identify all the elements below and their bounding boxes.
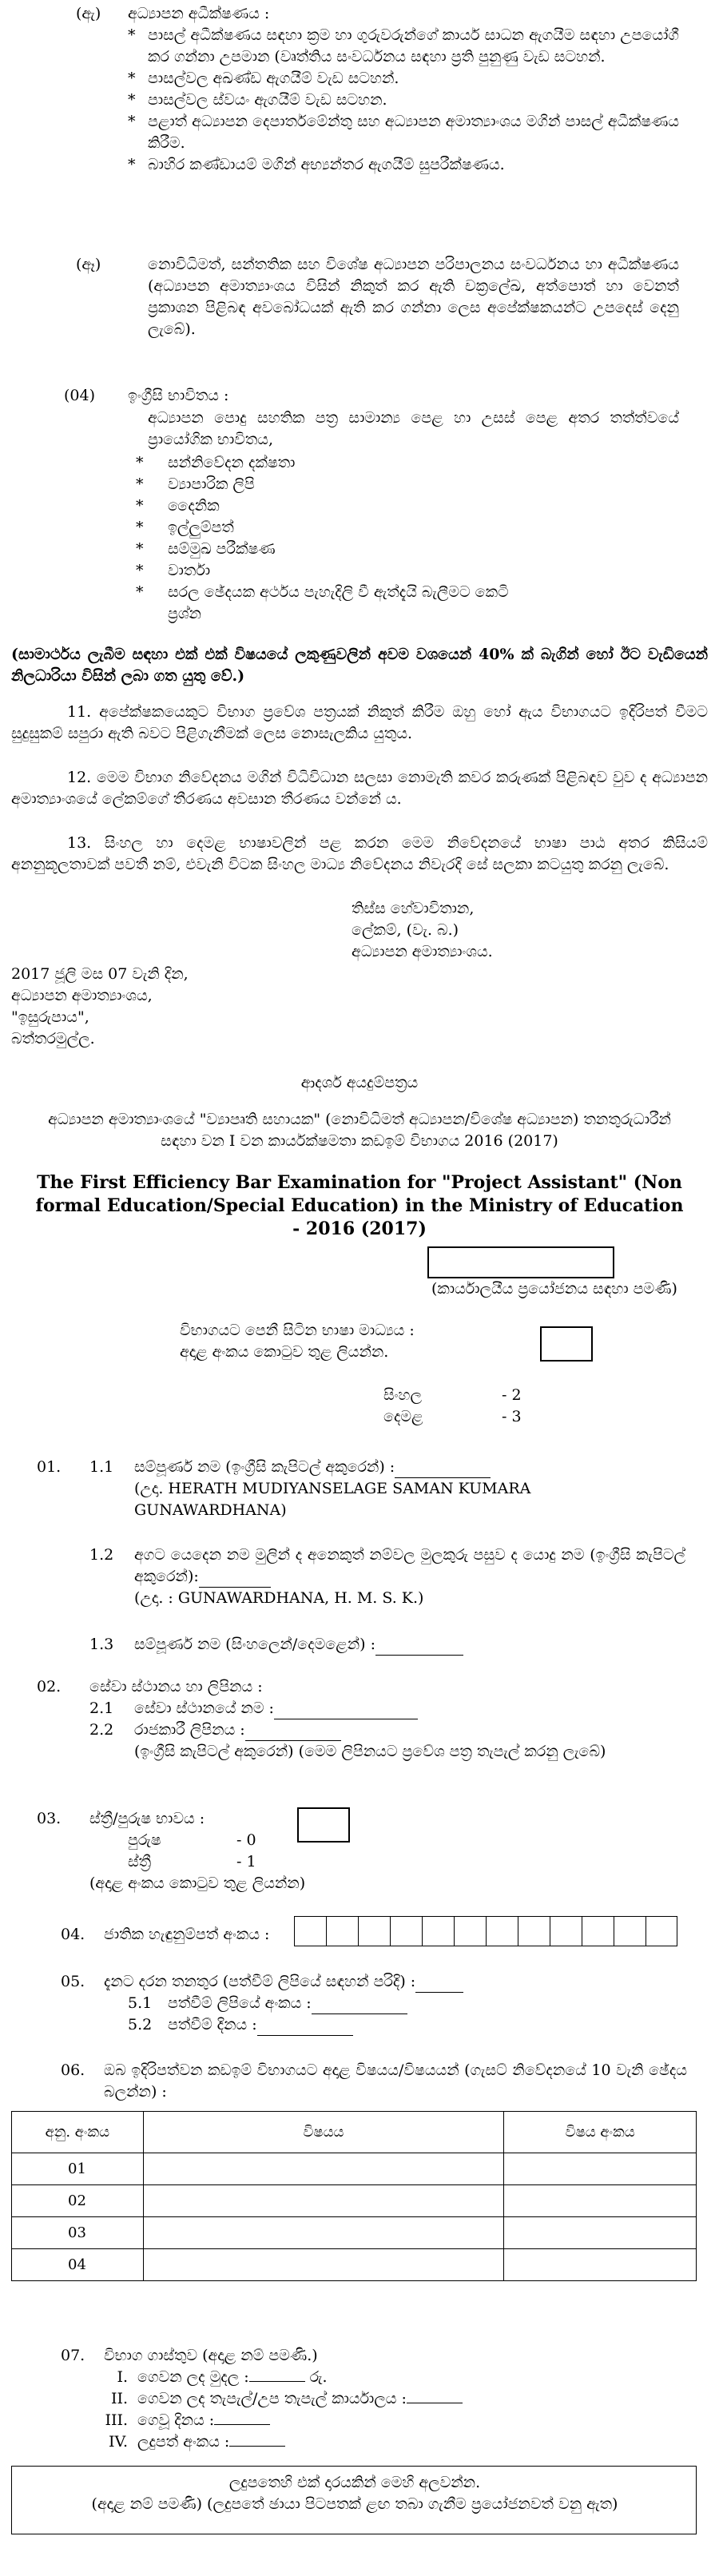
bullet-item: * පාසල්වල ස්වයං ඇගයීම් වැඩ සටහන. — [128, 91, 387, 109]
q04-label: ජාතික හැඳුනුම්පත් අංකය : — [104, 1926, 270, 1943]
receipt-number-field[interactable] — [229, 2431, 285, 2447]
post-office-field[interactable] — [407, 2388, 463, 2403]
nic-digit-box[interactable] — [454, 1916, 486, 1946]
nic-digit-box[interactable] — [358, 1916, 390, 1946]
row-number: 02 — [12, 2185, 144, 2217]
date-block — [11, 964, 331, 1050]
name-with-initials-field[interactable] — [199, 1572, 271, 1588]
q07-number: 07. — [61, 2347, 85, 2364]
q1-2-example: (උදා. : GUNAWARDHANA, H. M. S. K.) — [134, 1589, 424, 1607]
nic-digit-box[interactable] — [294, 1916, 326, 1946]
q2-2-note: (ඉංග්‍රීසි කැපිටල් අකුරෙන්) (මෙම ලිපිනයට ප්‍රවේශ පත්‍ර තැපැල් කරනු ලැබේ) — [134, 1743, 606, 1760]
section-ae-label: (ඇ) — [76, 5, 101, 22]
subject-cell[interactable] — [143, 2153, 504, 2185]
subject-cell[interactable] — [143, 2249, 504, 2281]
nic-digit-box[interactable] — [390, 1916, 422, 1946]
q1-3-number: 1.3 — [89, 1636, 114, 1653]
subject-cell[interactable] — [143, 2217, 504, 2249]
q02-label: සේවා ස්ථානය හා ලිපිනය : — [89, 1678, 263, 1695]
paid-date-field[interactable] — [214, 2410, 270, 2425]
q02-number: 02. — [37, 1678, 62, 1695]
q03-label: ස්ත්‍රී/පුරුෂ භාවය : — [89, 1810, 205, 1827]
medium-question-2: අදාළ අංකය කොටුව තුළ ලියන්න. — [180, 1343, 389, 1361]
bullet-item: * බාහිර කණ්ඩායම් මගින් අභ්‍යන්තර ඇගයීම් සුපරීක්ෂණය. — [128, 156, 505, 173]
nic-digit-box[interactable] — [518, 1916, 550, 1946]
table-row — [12, 2217, 697, 2249]
medium-tamil: දෙමළ — [383, 1408, 423, 1425]
q1-1-number: 1.1 — [89, 1458, 114, 1476]
nic-number-boxes[interactable] — [294, 1916, 677, 1948]
q1-3-label: සම්පූර්ණ නම (සිංහලෙන්/දෙමළෙන්) : — [134, 1634, 685, 1656]
table-row — [12, 2249, 697, 2281]
bullet-item: * පාසල්වල අඛණ්ඩ ඇගයීම් වැඩ සටහන්. — [128, 70, 399, 87]
q04-number: 04. — [61, 1926, 85, 1943]
subject-number-cell[interactable] — [504, 2185, 697, 2217]
bullet-item: * පාසල් අධීක්ෂණය සඳහා ක්‍රම හා ගුරුවරුන්ගේ කාර්ය සාධන ඇගයීම සඳහා උපයෝගී කර ගන්නා උපමාන (වෘත්තිය සංවර්ධනය සඳහා ප්‍රති පුනුණු වැඩ සටහන්. — [128, 26, 679, 66]
address-line: බත්තරමුල්ල. — [11, 1030, 95, 1047]
nic-digit-box[interactable] — [646, 1916, 677, 1946]
medium-code-box[interactable] — [540, 1326, 593, 1362]
q5-2-number: 5.2 — [128, 2016, 153, 2033]
bullet-item: * දෛනික — [136, 497, 220, 515]
table-header: විෂයය — [143, 2112, 504, 2153]
full-name-english-field[interactable] — [395, 1463, 491, 1478]
paragraph-11: 11. අපේක්ෂකයෙකුට විභාග ප්‍රවේශ පත්‍රයක් නිකුත් කිරීම ඔහු හෝ ඇය විභාගයට ඉදිරිපත් වීමට සුදුසුකම් සපුරා ඇති බවට පිළිගැනීමක් ලෙස නොසැලකිය යුතුය. — [11, 703, 708, 742]
address-line: අධ්‍යාපන අමාත්‍යාංශය, — [11, 987, 153, 1004]
nic-digit-box[interactable] — [550, 1916, 582, 1946]
gender-female-code: - 1 — [236, 1853, 256, 1870]
fee-item: II. ගෙවන ලද තැපැල්/උප තැපැල් කාර්යාලය : — [80, 2388, 639, 2410]
q2-1-label: සේවා ස්ථානයේ නම : — [134, 1698, 418, 1719]
table-header: විෂය අංකය — [504, 2112, 697, 2153]
q01-number: 01. — [37, 1458, 62, 1476]
gender-code-box[interactable] — [297, 1807, 350, 1843]
form-title-english: The First Efficiency Bar Examination for "Project Assistant" (Non formal Education/Special Education) in the Ministry of Education - 2016 (2017) — [35, 1172, 684, 1239]
gender-female: ස්ත්‍රී — [128, 1853, 152, 1870]
subject-number-cell[interactable] — [504, 2217, 697, 2249]
medium-question-1: විභාගයට පෙනී සිටින භාෂා මාධ්‍යය : — [180, 1322, 415, 1339]
row-number: 03 — [12, 2217, 144, 2249]
medium-sinhala-code: - 2 — [502, 1386, 522, 1404]
q2-2-number: 2.2 — [89, 1721, 114, 1739]
q07-label: විභාග ගාස්තුව (අදාළ නම් පමණි.) — [104, 2347, 318, 2364]
model-application-heading: ආදර්ශ අයදුම්පත්‍රය — [300, 1074, 419, 1091]
address-line: "ඉසුරුපාය", — [11, 1008, 89, 1026]
section-04-bullets — [136, 452, 679, 625]
fee-item: III. ගෙවූ දිනය : — [80, 2410, 639, 2431]
q1-2-label: අගට යෙදෙන නම මුලින් ද අනෙකුත් නම්වල මුලකුරු පසුව ද යොදු නම (ඉංග්‍රීසි කැපිටල් අකුරෙන්): — [134, 1544, 685, 1588]
medium-tamil-code: - 3 — [502, 1408, 522, 1425]
appointment-date-field[interactable] — [257, 2021, 353, 2036]
nic-digit-box[interactable] — [582, 1916, 614, 1946]
table-header: අනු. අංකය — [12, 2112, 144, 2153]
nic-digit-box[interactable] — [486, 1916, 518, 1946]
signatory-title: ලේකම්, (වැ. බ.) — [352, 921, 459, 939]
bullet-item: * වාර්තා — [136, 562, 211, 579]
fee-list — [80, 2367, 639, 2453]
appointment-letter-number-field[interactable] — [312, 1999, 407, 2014]
subject-number-cell[interactable] — [504, 2249, 697, 2281]
bullet-item: * සම්මුඛ පරීක්ෂණ — [136, 540, 276, 558]
paragraph-13: 13. සිංහල හා දෙමළ භාෂාවලින් පළ කරන මෙම නිවේදනයේ භාෂා පාඨ අතර කිසියම් අනනුකූලතාවක් පවතී නම්, එවැනි විටක සිංහල මාධ්‍ය නිවේදනය නිවැරදි සේ සලකා කටයුතු කරනු ලැබේ. — [11, 834, 708, 873]
office-use-label: (කාර්යාලයීය ප්‍රයෝජනය සඳහා පමණි) — [431, 1280, 677, 1298]
nic-digit-box[interactable] — [326, 1916, 358, 1946]
section-04-label: (04) — [64, 387, 96, 404]
fee-item: IV. ලදුපත් අංකය : — [80, 2431, 639, 2453]
workplace-name-field[interactable] — [274, 1704, 418, 1719]
subjects-table — [11, 2111, 697, 2281]
medium-sinhala: සිංහල — [383, 1386, 422, 1404]
gender-male-code: - 0 — [236, 1831, 256, 1849]
bullet-item: * සන්නිවේදන දක්ෂතා — [136, 454, 296, 471]
nic-digit-box[interactable] — [614, 1916, 646, 1946]
signatory-ministry: අධ්‍යාපන අමාත්‍යාංශය. — [352, 943, 493, 960]
q06-number: 06. — [61, 2061, 85, 2079]
bullet-item: * පළාත් අධ්‍යාපන දෙපාර්තමේන්තු සහ අධ්‍යාපන අමාත්‍යාංශය මගින් පාසල් අධීක්ෂණය කිරීම. — [128, 113, 679, 152]
q05-label: දැනට දරන තනතුර (පත්වීම් ලිපියේ සඳහන් පරිදි) : — [104, 1971, 463, 1993]
date-line: 2017 ජූලි මස 07 වැනි දින, — [11, 965, 189, 983]
full-name-sinhala-field[interactable] — [375, 1640, 463, 1656]
signature-block — [352, 898, 591, 963]
fee-item: I. ගෙවන ලද මුදල : රු. — [117, 2368, 328, 2386]
section-aae-label: (ඈ) — [76, 256, 101, 273]
office-use-box[interactable] — [427, 1246, 614, 1278]
section-aae-text: නොවිධිමත්, සන්තතික සහ විශේෂ අධ්‍යාපන පරිපාලනය සංවර්ධනය හා අධීක්ෂණය (අධ්‍යාපන අමාත්‍යාංශය විසින් නිකුත් කර ඇති චක්‍රලේඛ, අත්පොත් හා වෙනත් ප්‍රකාශන පිළිබඳ අවබෝධයක් ඇති කර ගන්නා ලෙස අපේක්ෂකයන්ට උපදෙස් දෙනු ලැබේ). — [148, 256, 679, 338]
signatory-name: තිස්ස හේවාවිතාන, — [352, 900, 475, 917]
q2-2-label: රාජකාරී ලිපිනය : — [134, 1719, 341, 1741]
pass-mark-note: (සාමාර්ථය ලැබීම සඳහා එක් එක් විෂයයේ ලකුණුවලින් අවම වශයෙන් 40% ක් බැගින් හෝ ඊට වැඩියෙන් නිලධාරියා විසින් ලබා ගත යුතු වේ.) — [11, 646, 708, 685]
q1-1-label: සම්පූර්ණ නම (ඉංග්‍රීසි කැපිටල් අකුරෙන්) : — [134, 1457, 685, 1478]
row-number: 01 — [12, 2153, 144, 2185]
gender-note: (අදාළ අංකය කොටුව තුළ ලියන්න) — [89, 1874, 306, 1892]
bullet-item: * ව්‍යාපාරික ලිපි — [136, 475, 255, 493]
gender-male: පුරුෂ — [128, 1831, 161, 1849]
q5-1-number: 5.1 — [128, 1994, 153, 2012]
q2-1-number: 2.1 — [89, 1699, 114, 1717]
q1-2-number: 1.2 — [89, 1546, 114, 1564]
current-post-field[interactable] — [415, 1978, 463, 1993]
row-number: 04 — [12, 2249, 144, 2281]
subject-number-cell[interactable] — [504, 2153, 697, 2185]
table-row — [12, 2185, 697, 2217]
section-ae-title: අධ්‍යාපන අධීක්ෂණය : — [128, 5, 270, 22]
receipt-instruction-2: (අදාළ නම් පමණි) (ලදුපතේ ඡායා පිටපතක් ළඟ තබා ගැනීම ප්‍රයෝජනවත් වනු ඇත) — [91, 2495, 618, 2513]
q03-number: 03. — [37, 1810, 62, 1827]
nic-digit-box[interactable] — [422, 1916, 454, 1946]
bullet-item: * ඉල්ලුම්පත් — [136, 519, 234, 536]
section-ae-bullets — [128, 25, 679, 176]
table-row — [12, 2153, 697, 2185]
subject-cell[interactable] — [143, 2185, 504, 2217]
table-header-row — [12, 2112, 697, 2153]
receipt-instruction-1: ලදුපතෙහි එක් දාරයකින් මෙහි අලවන්න. — [228, 2474, 481, 2491]
form-title-sinhala: අධ්‍යාපන අමාත්‍යාංශයේ "ව්‍යාපෘති සහායක" (නොවිධිමත් අධ්‍යාපන/විශේෂ අධ්‍යාපන) තනතුරුධාරීන් සඳහා වන I වන කාර්යක්ෂමතා කඩඉම් විභාගය 2016 (2017) — [48, 1111, 671, 1150]
paragraph-12: 12. මෙම විභාග නිවේදනය මගින් විධිවිධාන සලසා නොමැති කවර කරුණක් පිළිබඳව වුව ද අධ්‍යාපන අමාත්‍යාංශයේ ලේකම්ගේ තීරණය අවසාන තීරණය වන්නේ ය. — [11, 769, 708, 808]
section-04-title: ඉංග්‍රීසි භාවිතය : — [128, 387, 229, 404]
q05-number: 05. — [61, 1973, 85, 1990]
q5-1-label: පත්වීම් ලිපියේ අංකය : — [168, 1993, 407, 2014]
official-address-field[interactable] — [245, 1726, 341, 1741]
q1-1-example: (උදා. HERATH MUDIYANSELAGE SAMAN KUMARA GUNAWARDHANA) — [134, 1480, 531, 1519]
fee-amount-field[interactable] — [249, 2367, 305, 2382]
q06-label: ඔබ ඉදිරිපත්වන කඩඉම් විභාගයට අදාළ විෂයය/විෂයයන් (ගැසට් නිවේදනයේ 10 වැනි ඡේදය බලන්න) : — [104, 2061, 687, 2101]
bullet-item: * සරල ඡේදයක අර්ථය පැහැදිලි වී ඇත්දැයි බැලීමට කෙටි ප්‍රශ්න — [136, 583, 509, 622]
section-04-intro: අධ්‍යාපන පොදු සහතික පත්‍ර සාමාන්‍ය පෙළ හා උසස් පෙළ අතර තත්ත්වයේ ප්‍රායෝගික භාවිතය, — [148, 409, 679, 448]
q5-2-label: පත්වීම් දිනය : — [168, 2014, 353, 2036]
